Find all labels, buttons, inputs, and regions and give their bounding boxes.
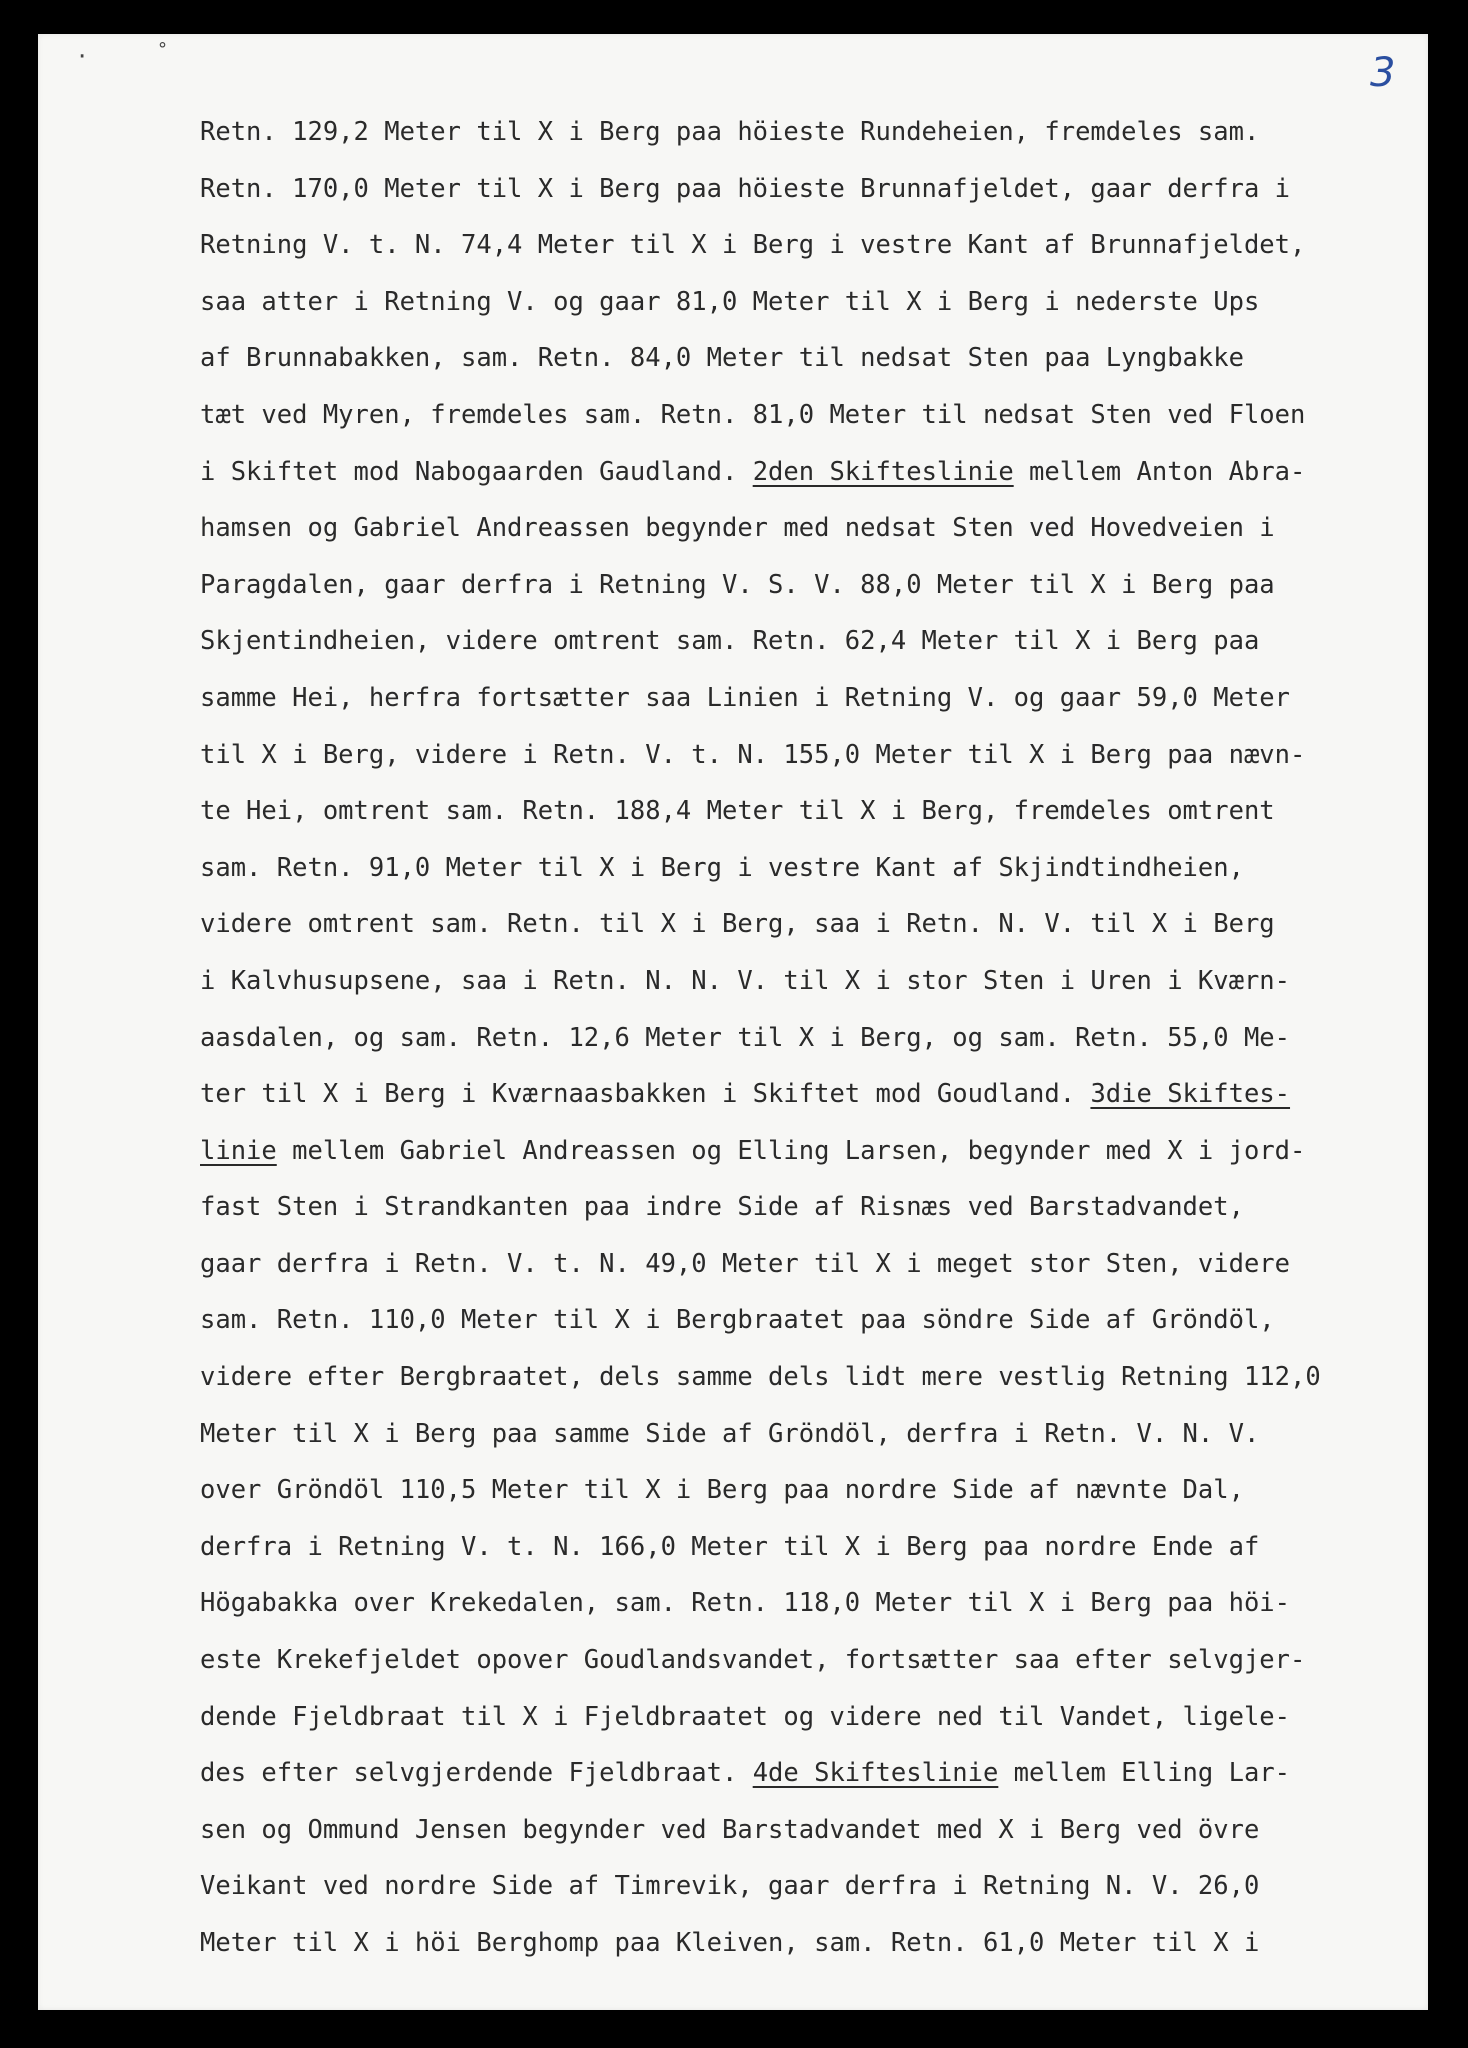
text-segment: i Skiftet mod Nabogaarden Gaudland.	[200, 456, 753, 487]
text-segment: este Krekefjeldet opover Goudlandsvandet, fortsætter saa efter selvgjer-	[200, 1645, 1306, 1676]
text-segment: Retning V. t. N. 74,4 Meter til X i Berg i vestre Kant af Brunnafjeldet,	[200, 230, 1306, 261]
text-segment: Veikant ved nordre Side af Timrevik, gaar derfra i Retning N. V. 26,0	[200, 1871, 1260, 1902]
corner-mark: ·	[78, 42, 87, 72]
text-line	[200, 613, 1410, 670]
text-line	[200, 670, 1410, 727]
text-segment: Skjentindheien, videre omtrent sam. Retn. 62,4 Meter til X i Berg paa	[200, 626, 1260, 657]
text-line	[200, 274, 1410, 331]
text-segment: te Hei, omtrent sam. Retn. 188,4 Meter til X i Berg, fremdeles omtrent	[200, 796, 1275, 827]
text-segment: sam. Retn. 110,0 Meter til X i Bergbraatet paa söndre Side af Gröndöl,	[200, 1305, 1275, 1336]
page-number: 3	[1370, 50, 1396, 96]
text-segment: Retn. 129,2 Meter til X i Berg paa höieste Rundeheien, fremdeles sam.	[200, 117, 1260, 147]
text-line	[200, 1632, 1410, 1689]
underlined-heading: 3die Skiftes-	[1090, 1079, 1291, 1110]
text-segment: mellem Gabriel Andreassen og Elling Larsen, begynder med X i jord-	[276, 1135, 1306, 1166]
text-segment: sam. Retn. 91,0 Meter til X i Berg i vestre Kant af Skjindtindheien,	[200, 852, 1244, 883]
text-line	[200, 500, 1410, 557]
text-line	[200, 387, 1410, 444]
text-segment: fast Sten i Strandkanten paa indre Side af Risnæs ved Barstadvandet,	[200, 1192, 1244, 1223]
text-line	[200, 1406, 1410, 1463]
text-line	[200, 1689, 1410, 1746]
text-line	[200, 953, 1410, 1010]
text-line	[200, 217, 1410, 274]
text-line	[200, 1462, 1410, 1519]
text-segment: des efter selvgjerdende Fjeldbraat.	[200, 1758, 753, 1789]
text-segment: hamsen og Gabriel Andreassen begynder med nedsat Sten ved Hovedveien i	[200, 513, 1275, 544]
text-segment: videre omtrent sam. Retn. til X i Berg, saa i Retn. N. V. til X i Berg	[200, 909, 1275, 940]
text-line	[200, 1519, 1410, 1576]
text-line	[200, 104, 1410, 161]
underlined-heading: 2den Skifteslinie	[752, 456, 1014, 487]
text-segment: Meter til X i Berg paa samme Side af Gröndöl, derfra i Retn. V. N. V.	[200, 1418, 1260, 1449]
text-segment: samme Hei, herfra fortsætter saa Linien i Retning V. og gaar 59,0 Meter	[200, 682, 1291, 713]
underlined-heading: 4de Skifteslinie	[752, 1758, 999, 1789]
text-segment: Retn. 170,0 Meter til X i Berg paa höieste Brunnafjeldet, gaar derfra i	[200, 173, 1291, 204]
text-line	[200, 783, 1410, 840]
text-line	[200, 896, 1410, 953]
document-page	[38, 34, 1428, 2010]
text-segment: saa atter i Retning V. og gaar 81,0 Meter til X i Berg i nederste Ups	[200, 286, 1260, 317]
text-line	[200, 1123, 1410, 1180]
typed-text-body	[200, 104, 1410, 1972]
text-line	[200, 1858, 1410, 1915]
text-line	[200, 557, 1410, 614]
text-segment: ter til X i Berg i Kværnaasbakken i Skiftet mod Goudland.	[200, 1079, 1091, 1110]
text-line	[200, 1066, 1410, 1123]
text-line	[200, 1915, 1410, 1972]
text-line	[200, 727, 1410, 784]
text-line	[200, 1575, 1410, 1632]
text-segment: sen og Ommund Jensen begynder ved Barstadvandet med X i Berg ved övre	[200, 1814, 1260, 1845]
text-segment: aasdalen, og sam. Retn. 12,6 Meter til X i Berg, og sam. Retn. 55,0 Me-	[200, 1022, 1291, 1053]
text-segment: videre efter Bergbraatet, dels samme dels lidt mere vestlig Retning 112,0	[200, 1362, 1321, 1393]
text-segment: mellem Elling Lar-	[998, 1758, 1291, 1789]
text-line	[200, 161, 1410, 218]
text-line	[200, 840, 1410, 897]
text-segment: mellem Anton Abra-	[1013, 456, 1306, 487]
text-line	[200, 1010, 1410, 1067]
text-line	[200, 330, 1410, 387]
text-segment: dende Fjeldbraat til X i Fjeldbraatet og videre ned til Vandet, ligele-	[200, 1701, 1291, 1732]
text-line	[200, 1179, 1410, 1236]
text-segment: over Gröndöl 110,5 Meter til X i Berg paa nordre Side af nævnte Dal,	[200, 1475, 1244, 1506]
text-segment: til X i Berg, videre i Retn. V. t. N. 155,0 Meter til X i Berg paa nævn-	[200, 739, 1306, 770]
text-line	[200, 1745, 1410, 1802]
text-segment: i Kalvhusupsene, saa i Retn. N. N. V. til X i stor Sten i Uren i Kværn-	[200, 965, 1291, 996]
text-line	[200, 1292, 1410, 1349]
text-segment: Högabakka over Krekedalen, sam. Retn. 118,0 Meter til X i Berg paa höi-	[200, 1588, 1291, 1619]
text-segment: tæt ved Myren, fremdeles sam. Retn. 81,0 Meter til nedsat Sten ved Floen	[200, 399, 1306, 430]
corner-mark: °	[158, 39, 167, 60]
text-line	[200, 1349, 1410, 1406]
text-line	[200, 1802, 1410, 1859]
text-segment: af Brunnabakken, sam. Retn. 84,0 Meter til nedsat Sten paa Lyngbakke	[200, 343, 1244, 374]
text-segment: gaar derfra i Retn. V. t. N. 49,0 Meter til X i meget stor Sten, videre	[200, 1248, 1291, 1279]
text-segment: Paragdalen, gaar derfra i Retning V. S. V. 88,0 Meter til X i Berg paa	[200, 569, 1275, 600]
underlined-heading: linie	[200, 1135, 277, 1166]
text-line	[200, 1236, 1410, 1293]
text-line	[200, 444, 1410, 501]
text-segment: derfra i Retning V. t. N. 166,0 Meter til X i Berg paa nordre Ende af	[200, 1531, 1260, 1562]
text-segment: Meter til X i höi Berghomp paa Kleiven, sam. Retn. 61,0 Meter til X i	[200, 1928, 1260, 1958]
